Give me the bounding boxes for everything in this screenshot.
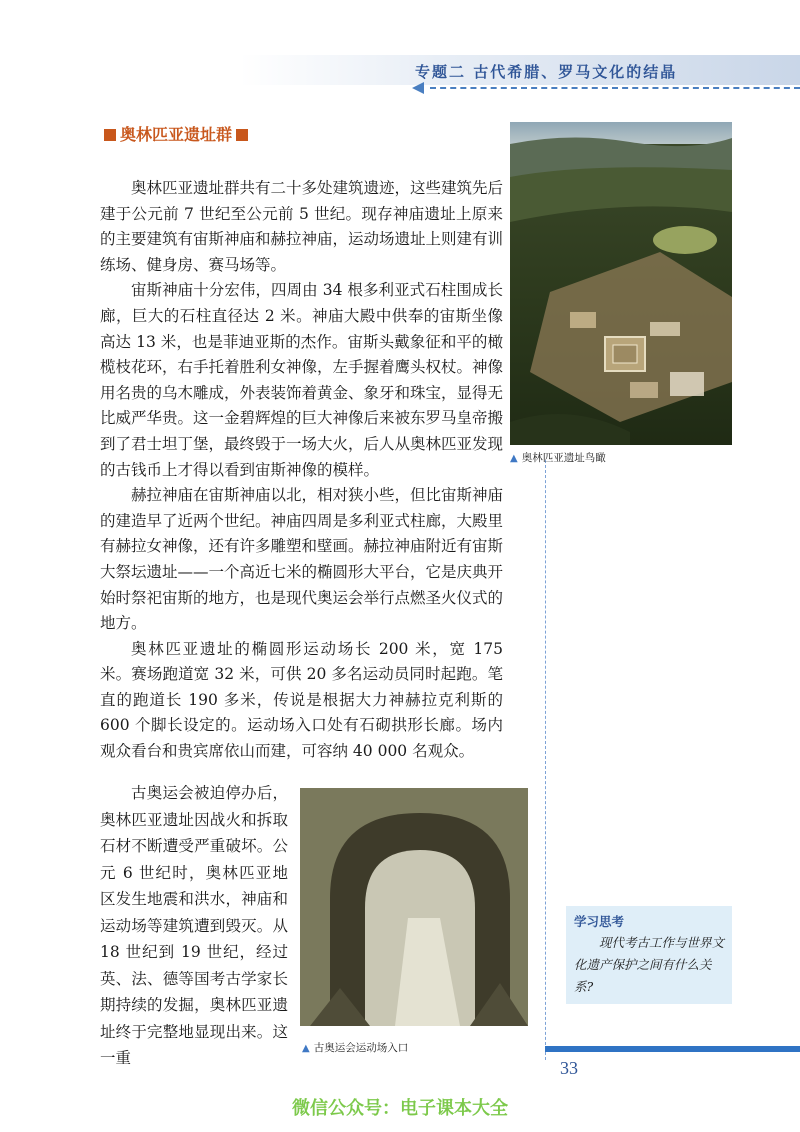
paragraph: 奥林匹亚遗址的椭圆形运动场长 200 米，宽 175 米。赛场跑道宽 32 米，可供 20 多名运动员同时起跑。笔直的跑道长 190 多米，传说是根据大力神赫拉克利斯的 600 个脚长设定的。运动场入口处有石砌拱形长廊。场内观众看台和贵宾席依山而建，可容纳 40 000 名观众。 — [100, 639, 503, 761]
paragraph: 古奥运会被迫停办后，奥林匹亚遗址因战火和拆取石材不断遭受严重破坏。公元 6 世纪时，奥林匹亚地区发生地震和洪水，神庙和运动场等建筑遭到毁灭。从 18 世纪到 19 世纪，经过英、法、德等国考古学家长期持续的发掘，奥林匹亚遗址终于完整地显现出来。这一重 — [100, 784, 288, 1067]
header-band — [0, 55, 800, 85]
arrow-left-icon — [412, 82, 424, 94]
page-number: 33 — [560, 1058, 578, 1078]
section-heading-text: 奥林匹亚遗址群 — [120, 125, 233, 144]
wrapped-body-text — [100, 780, 288, 1072]
square-bullet-icon — [104, 129, 116, 141]
header-dashed-rule — [430, 87, 800, 89]
paragraph: 奥林匹亚遗址群共有二十多处建筑遗迹，这些建筑先后建于公元前 7 世纪至公元前 5 世纪。现存神庙遗址上原来的主要建筑有宙斯神庙和赫拉神庙，运动场遗址上则建有训练场、健身房、赛马场等。 — [100, 179, 504, 274]
section-heading — [100, 122, 252, 145]
square-bullet-icon — [236, 129, 248, 141]
study-box-question: 现代考古工作与世界文化遗产保护之间有什么关系? — [574, 935, 725, 994]
stadium-entrance-photo — [300, 788, 528, 1026]
olympia-aerial-photo — [510, 122, 732, 445]
entrance-photo-caption — [302, 1040, 408, 1055]
paragraph: 宙斯神庙十分宏伟，四周由 34 根多利亚式石柱围成长廊，巨大的石柱直径达 2 米。神庙大殿中供奉的宙斯坐像高达 13 米，也是菲迪亚斯的杰作。宙斯头戴象征和平的橄榄枝花环，右手托着胜利女神像，左手握着鹰头权杖。神像用名贵的乌木雕成，外表装饰着黄金、象牙和珠宝，显得无比威严华贵。这一金碧辉煌的巨大神像后来被东罗马皇帝搬到了君士坦丁堡，最终毁于一场大火，后人从奥林匹亚发现的古钱币上才得以看到宙斯神像的模样。 — [100, 281, 504, 479]
caption-text: 古奥运会运动场入口 — [313, 1042, 409, 1054]
aerial-photo-caption — [510, 450, 606, 465]
chapter-header — [0, 55, 800, 91]
main-body-text — [100, 176, 503, 765]
caption-text: 奥林匹亚遗址鸟瞰 — [521, 452, 606, 464]
margin-dashed-rule — [545, 460, 546, 1060]
watermark-text: 微信公众号：电子课本大全 — [292, 1098, 508, 1119]
triangle-marker-icon: ▲ — [302, 1043, 310, 1054]
triangle-marker-icon: ▲ — [510, 453, 518, 464]
study-think-box — [566, 906, 732, 1004]
paragraph: 赫拉神庙在宙斯神庙以北，相对狭小些，但比宙斯神庙的建造早了近两个世纪。神庙四周是多利亚式柱廊，大殿里有赫拉女神像，还有许多雕塑和壁画。赫拉神庙附近有宙斯大祭坛遗址——一个高近七米的椭圆形大平台，它是庆典开始时祭祀宙斯的地方，也是现代奥运会举行点燃圣火仪式的地方。 — [100, 486, 504, 633]
study-box-title: 学习思考 — [574, 914, 625, 929]
chapter-title: 专题二 古代希腊、罗马文化的结晶 — [415, 63, 678, 81]
footer-bar — [545, 1046, 800, 1052]
